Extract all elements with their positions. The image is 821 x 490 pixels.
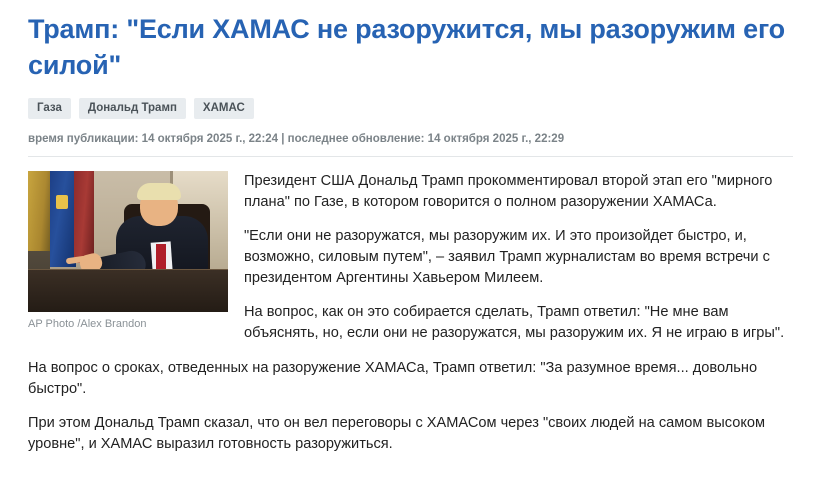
- paragraph: На вопрос, как он это собирается сделать, Трамп ответил: "Не мне вам объяснять, но, если они не разоружатся, мы разоружим их. Я не играю в игры".: [244, 304, 785, 342]
- article-figure: [28, 171, 228, 330]
- photo-flag-gold: [28, 171, 52, 251]
- photo-flag-blue: [50, 171, 76, 267]
- photo-flag-red: [74, 171, 94, 263]
- tag-donald-trump[interactable]: Дональд Трамп: [79, 98, 186, 119]
- article-body: [28, 171, 793, 455]
- article-photo: [28, 171, 228, 312]
- photo-credit: AP Photo /Alex Brandon: [28, 317, 147, 330]
- paragraph: На вопрос о сроках, отведенных на разоружение ХАМАСа, Трамп ответил: "За разумное время... довольно быстро".: [28, 359, 758, 397]
- photo-desk: [28, 270, 228, 312]
- tag-hamas[interactable]: ХАМАС: [194, 98, 254, 119]
- body-paragraphs: [28, 358, 793, 455]
- photo-hair: [137, 183, 181, 200]
- paragraph: "Если они не разоружатся, мы разоружим их. И это произойдет быстро, и, возможно, силовым путем", – заявил Трамп журналистам во время встречи с президентом Аргентины Хавьером Милеем.: [244, 228, 770, 286]
- page-title: Трамп: "Если ХАМАС не разоружится, мы разоружим его силой": [28, 14, 785, 80]
- divider: [28, 156, 793, 157]
- tag-list: [28, 98, 793, 119]
- tag-gaza[interactable]: Газа: [28, 98, 71, 119]
- publication-timestamp: время публикации: 14 октября 2025 г., 22:24 | последнее обновление: 14 октября 2025 г., 22:29: [28, 132, 565, 145]
- paragraph: Президент США Дональд Трамп прокомментировал второй этап его "мирного плана" по Газе, в котором говорится о полном разоружении ХАМАСа.: [244, 172, 773, 210]
- paragraph: При этом Дональд Трамп сказал, что он вел переговоры с ХАМАСом через "своих людей на самом высоком уровне", и ХАМАС выразил готовность разоружиться.: [28, 415, 766, 452]
